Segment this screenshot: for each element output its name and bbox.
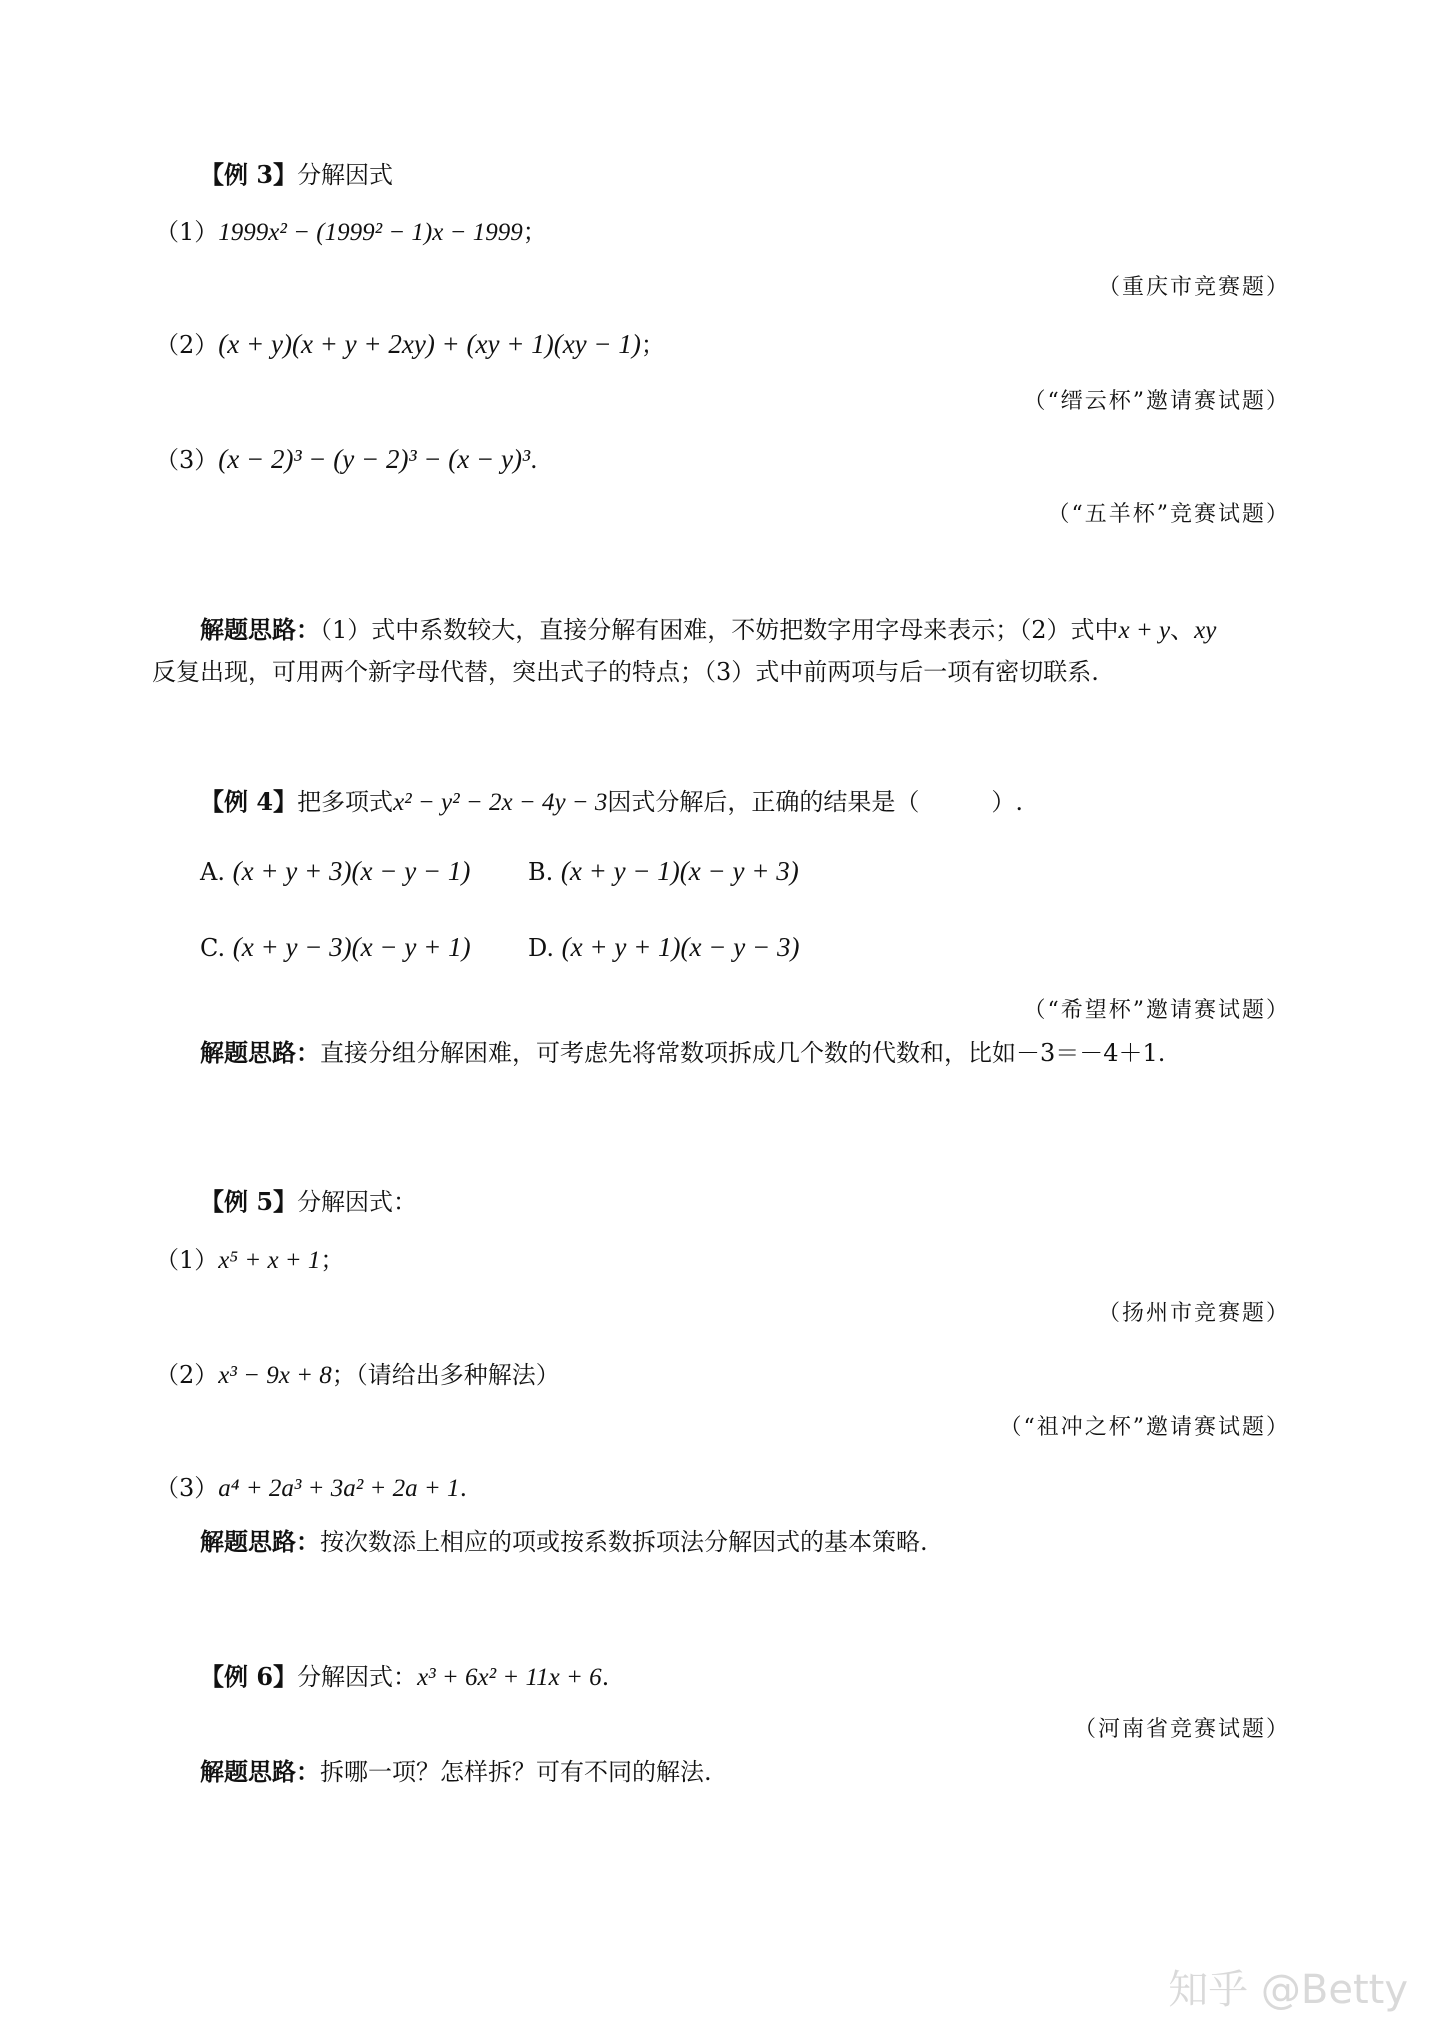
ex5-item3-label: （3） bbox=[155, 1474, 219, 1502]
ex5-item2-source: （“祖冲之杯”邀请赛试题） bbox=[999, 1415, 1290, 1440]
ex5-item2 bbox=[155, 1355, 560, 1390]
ex5-tag: 【例 5】 bbox=[200, 1187, 298, 1216]
ex4-option-c bbox=[200, 932, 471, 963]
ex3-item3 bbox=[155, 440, 538, 475]
ex4-option-d-expr: (x + y + 1)(x − y − 3) bbox=[561, 932, 800, 962]
ex3-item3-source: （“五羊杯”竞赛试题） bbox=[1047, 502, 1290, 527]
ex3-hint-math2: xy bbox=[1194, 617, 1217, 644]
ex3-item2-source: （“缙云杯”邀请赛试题） bbox=[1023, 389, 1290, 414]
ex3-title bbox=[200, 155, 393, 190]
ex5-item1-expr: x⁵ + x + 1 bbox=[218, 1247, 321, 1274]
ex3-tag: 【例 3】 bbox=[200, 160, 298, 189]
ex3-hint-sep: 、 bbox=[1170, 616, 1195, 644]
ex4-option-c-expr: (x + y − 3)(x − y + 1) bbox=[232, 932, 471, 962]
ex5-item3-end: . bbox=[459, 1474, 468, 1502]
ex4-option-b-expr: (x + y − 1)(x − y + 3) bbox=[560, 856, 799, 886]
watermark: 知乎 @Betty bbox=[1168, 1967, 1408, 2013]
ex6-title bbox=[200, 1657, 609, 1692]
ex4-hint-text: 直接分组分解困难，可考虑先将常数项拆成几个数的代数和，比如－3＝－4＋1. bbox=[320, 1039, 1166, 1067]
ex3-item3-label: （3） bbox=[155, 446, 219, 474]
ex6-source: （河南省竞赛试题） bbox=[1073, 1717, 1290, 1742]
ex5-item3 bbox=[155, 1468, 467, 1503]
ex5-item3-expr: a⁴ + 2a³ + 3a² + 2a + 1 bbox=[218, 1475, 460, 1502]
ex4-hint-label: 解题思路： bbox=[200, 1038, 320, 1067]
ex5-item2-label: （2） bbox=[155, 1361, 219, 1389]
ex5-hint bbox=[200, 1522, 928, 1557]
ex3-item1-end: ； bbox=[522, 218, 547, 246]
ex5-title-text: 分解因式： bbox=[297, 1188, 418, 1216]
ex5-hint-label: 解题思路： bbox=[200, 1527, 320, 1556]
ex4-title-expr: x² − y² − 2x − 4y − 3 bbox=[393, 789, 608, 816]
ex4-option-c-label: C. bbox=[200, 934, 226, 962]
ex3-item2-label: （2） bbox=[155, 331, 219, 359]
ex4-option-d-label: D. bbox=[528, 934, 555, 962]
ex3-hint-label: 解题思路： bbox=[200, 615, 320, 644]
ex6-title-expr: x³ + 6x² + 11x + 6 bbox=[417, 1664, 602, 1691]
ex5-item1-label: （1） bbox=[155, 1246, 219, 1274]
ex6-title-text: 分解因式： bbox=[297, 1663, 418, 1691]
ex3-item2-expr: (x + y)(x + y + 2xy) + (xy + 1)(xy − 1) bbox=[218, 329, 641, 359]
ex5-item1-source: （扬州市竞赛题） bbox=[1097, 1301, 1290, 1326]
ex4-option-b bbox=[528, 856, 799, 887]
ex3-item2 bbox=[155, 325, 665, 360]
ex6-hint-label: 解题思路： bbox=[200, 1757, 320, 1786]
ex5-item1 bbox=[155, 1240, 344, 1275]
ex3-item1-expr: 1999x² − (1999² − 1)x − 1999 bbox=[218, 219, 523, 246]
ex5-item2-expr: x³ − 9x + 8 bbox=[218, 1362, 332, 1389]
ex3-hint-line2: 反复出现，可用两个新字母代替，突出式子的特点；（3）式中前两项与后一项有密切联系. bbox=[152, 658, 1099, 686]
ex3-hint-text-a: （1）式中系数较大，直接分解有困难，不妨把数字用字母来表示；（2）式中 bbox=[320, 616, 1119, 644]
ex6-hint bbox=[200, 1752, 712, 1787]
ex3-item1-label: （1） bbox=[155, 218, 219, 246]
ex6-tag: 【例 6】 bbox=[200, 1662, 298, 1691]
ex4-option-d bbox=[528, 932, 799, 963]
ex4-title-b: 因式分解后，正确的结果是（ ）. bbox=[607, 788, 1024, 816]
ex5-item1-end: ； bbox=[320, 1246, 345, 1274]
ex5-item2-end: ；（请给出多种解法） bbox=[331, 1361, 560, 1389]
ex5-title bbox=[200, 1182, 417, 1217]
ex4-hint bbox=[200, 1033, 1165, 1068]
ex3-item3-expr: (x − 2)³ − (y − 2)³ − (x − y)³ bbox=[218, 444, 531, 474]
ex3-item3-end: . bbox=[530, 446, 538, 474]
ex4-title-a: 把多项式 bbox=[297, 788, 394, 816]
ex6-title-end: . bbox=[601, 1663, 610, 1691]
ex3-hint-line1 bbox=[200, 610, 1216, 645]
ex4-tag: 【例 4】 bbox=[200, 787, 298, 816]
ex3-item2-end: ； bbox=[640, 331, 665, 359]
ex4-option-a-label: A. bbox=[200, 858, 225, 886]
ex4-source: （“希望杯”邀请赛试题） bbox=[1023, 998, 1290, 1023]
ex4-title bbox=[200, 782, 1023, 817]
ex6-hint-text: 拆哪一项？怎样拆？可有不同的解法. bbox=[320, 1758, 712, 1786]
ex5-hint-text: 按次数添上相应的项或按系数拆项法分解因式的基本策略. bbox=[320, 1528, 928, 1556]
ex4-option-a bbox=[200, 856, 470, 887]
ex3-title-text: 分解因式 bbox=[297, 161, 394, 189]
ex3-hint-math1: x + y bbox=[1118, 617, 1171, 644]
ex3-item1-source: （重庆市竞赛题） bbox=[1097, 275, 1290, 300]
ex4-option-a-expr: (x + y + 3)(x − y − 1) bbox=[232, 856, 471, 886]
ex3-item1 bbox=[155, 212, 547, 247]
ex4-option-b-label: B. bbox=[528, 858, 554, 886]
